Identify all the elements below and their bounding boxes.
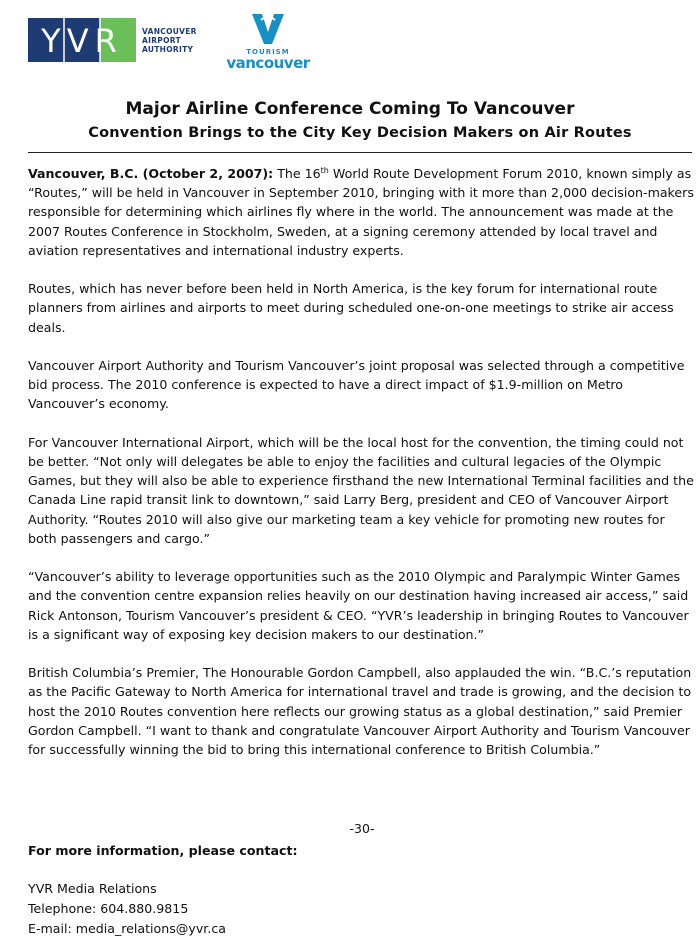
logo-area <box>28 12 328 78</box>
contact-email: E-mail: media_relations@yvr.ca <box>28 921 226 936</box>
paragraph-2: Routes, which has never before been held in North America, is the key forum for international route planners from airlines and airports to meet during scheduled one-on-one meetings to strike air access deals. <box>28 281 674 335</box>
tourism-vancouver-v-mark <box>250 12 286 46</box>
paragraph-6: British Columbia’s Premier, The Honourable Gordon Campbell, also applauded the win. “B.C.’s reputation as the Pacific Gateway to North America for international travel and trade is growing, and the decision to host the 2010 Routes convention here reflects our growing status as a global destination,” said Premier Gordon Campbell. “I want to thank and congratulate Vancouver Airport Authority and Tourism Vancouver for successfully winning the bid to bring this international conference to British Columbia.” <box>28 665 692 758</box>
yvr-logo-mark <box>28 18 136 62</box>
tourism-vancouver-logo: TOURISM vancouver <box>220 12 316 71</box>
dateline: Vancouver, B.C. (October 2, 2007): <box>28 166 274 181</box>
press-release-body <box>28 164 694 778</box>
paragraph-5: “Vancouver’s ability to leverage opportunities such as the 2010 Olympic and Paralympic Winter Games and the convention centre expansion relies heavily on our destination having increased air access,” said Rick Antonson, Tourism Vancouver’s president & CEO. “YVR’s leadership in bringing Routes to Vancouver is a significant way of exposing key decision makers to our destination.” <box>28 569 689 642</box>
page-subtitle: Convention Brings to the City Key Decision Makers on Air Routes <box>88 125 632 141</box>
paragraph-1: Vancouver, B.C. (October 2, 2007): The 16th World Route Development Forum 2010, known simply as “Routes,” will be held in Vancouver in September 2010, bringing with it more than 2,000 decision-makers responsible for determining which airlines fly where in the world. The announcement was made at the 2007 Routes Conference in Stockholm, Sweden, at a signing ceremony attended by local travel and aviation representatives and international industry experts. <box>28 165 694 258</box>
contact-heading: For more information, please contact: <box>28 843 298 858</box>
contact-org: YVR Media Relations <box>28 881 157 896</box>
svg-text:YVR: YVR <box>41 22 123 60</box>
paragraph-3: Vancouver Airport Authority and Tourism Vancouver’s joint proposal was selected through a competitive bid process. The 2010 conference is expected to have a direct impact of $1.9-million on Metro Vancouver’s economy. <box>28 358 685 412</box>
yvr-logo <box>28 18 197 62</box>
page-title: Major Airline Conference Coming To Vancouver <box>125 99 575 119</box>
contact-phone: Telephone: 604.880.9815 <box>28 901 189 916</box>
end-marker: -30- <box>349 821 375 836</box>
contact-block <box>28 879 226 939</box>
yvr-authority-name: VANCOUVER AIRPORT AUTHORITY <box>142 26 197 54</box>
paragraph-4: For Vancouver International Airport, which will be the local host for the convention, the timing could not be better. “Not only will delegates be able to enjoy the facilities and cultural legacies of the Olympic Games, but they will also be able to experience firsthand the new International Terminal facilities and the Canada Line rapid transit link to downtown,” said Larry Berg, president and CEO of Vancouver Airport Authority. “Routes 2010 will also give our marketing team a key vehicle for promoting new routes for both passengers and cargo.” <box>28 434 694 546</box>
header-divider <box>28 152 692 153</box>
